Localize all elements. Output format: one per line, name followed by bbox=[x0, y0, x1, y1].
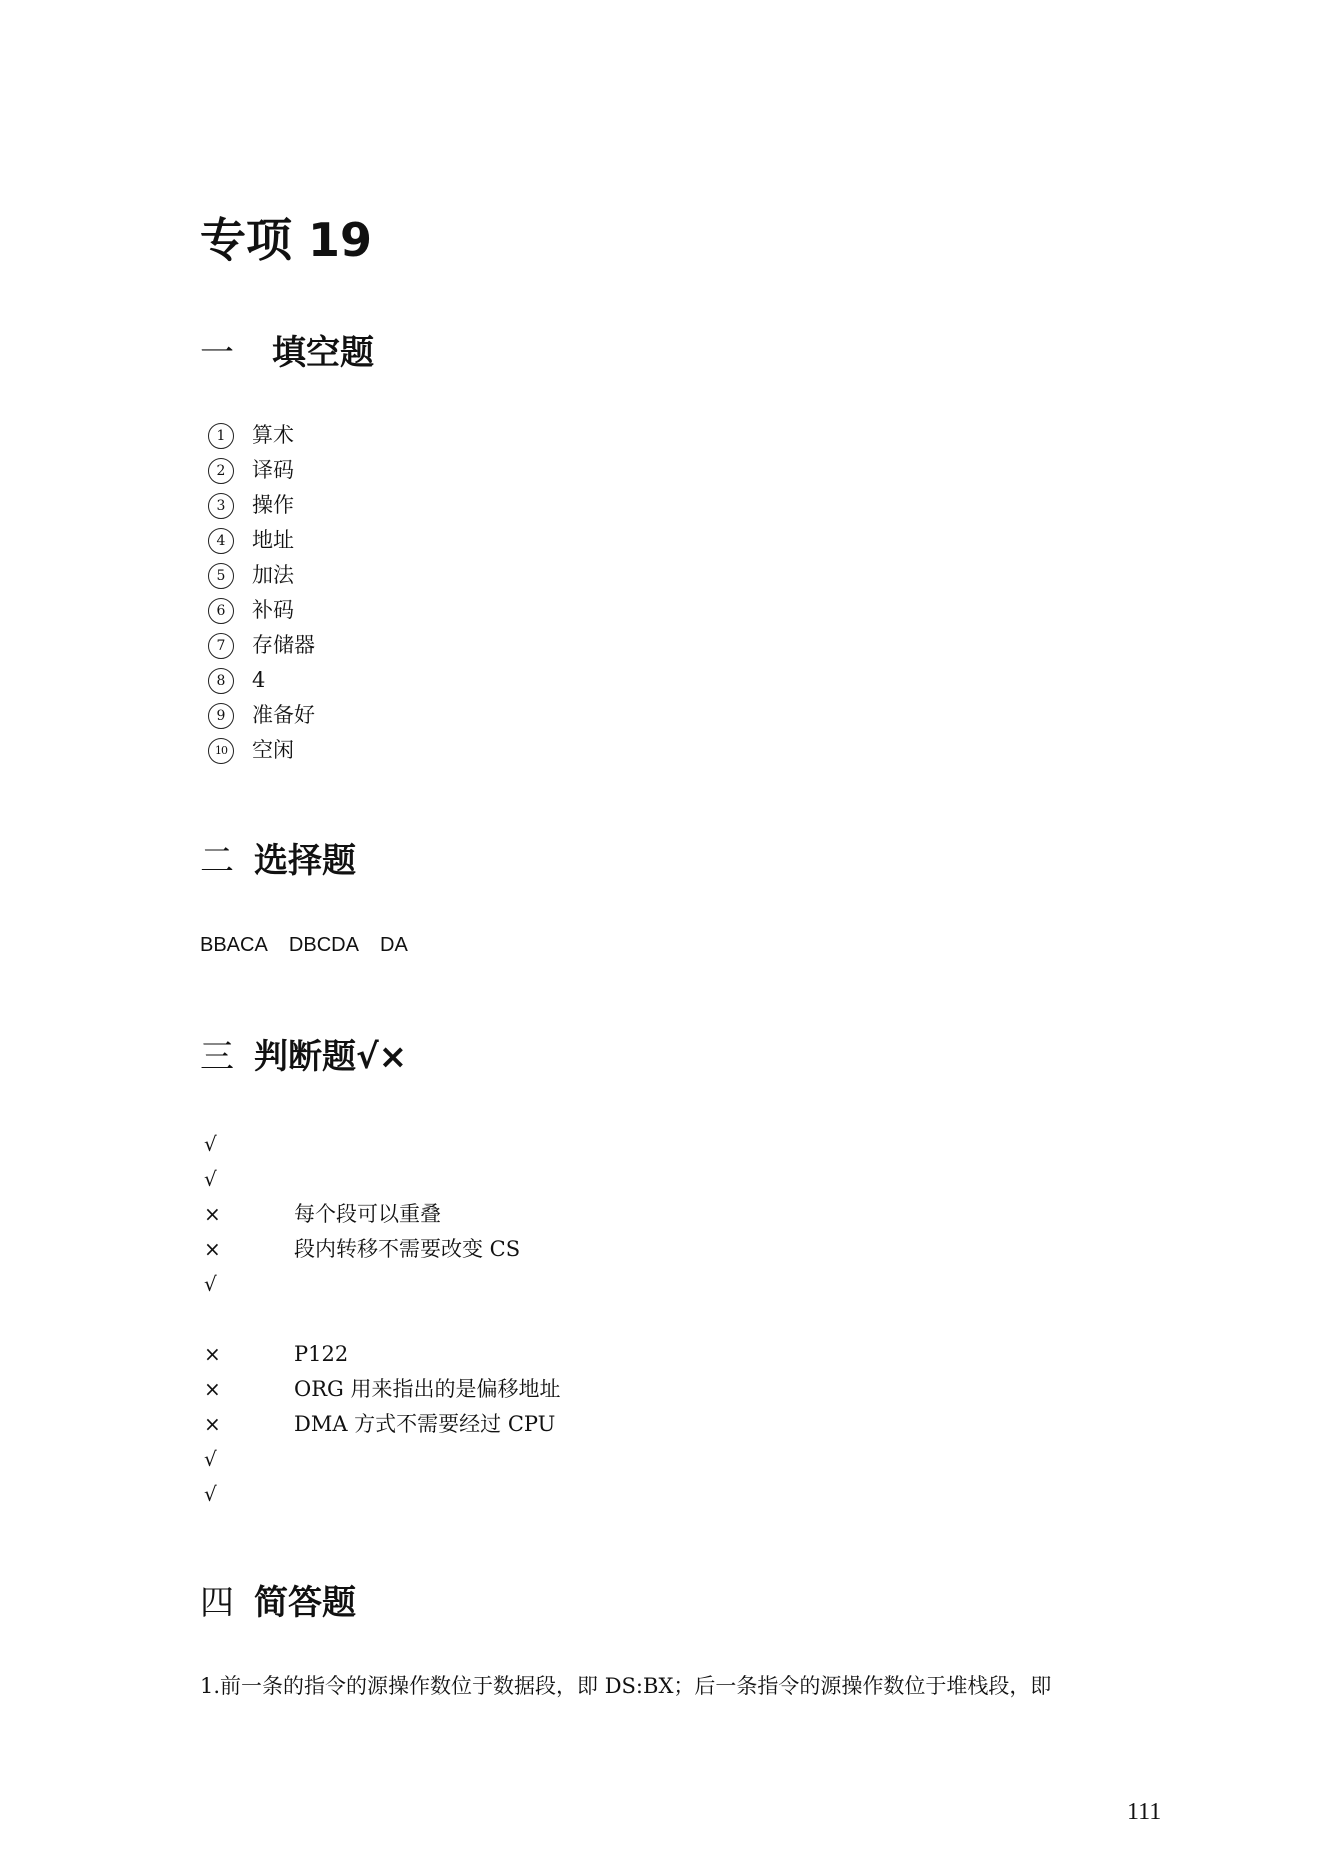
list-item bbox=[204, 1337, 560, 1372]
list-item bbox=[208, 593, 315, 628]
list-item bbox=[204, 1232, 560, 1267]
circled-number: 9 bbox=[208, 703, 234, 729]
list-item bbox=[208, 733, 315, 768]
list-item bbox=[208, 418, 315, 453]
judge-note: P122 bbox=[294, 1342, 349, 1366]
judge-note: ORG 用来指出的是偏移地址 bbox=[294, 1377, 561, 1401]
judge-mark: × bbox=[204, 1377, 221, 1401]
answer-text: 地址 bbox=[252, 528, 294, 552]
circled-number: 3 bbox=[208, 493, 234, 519]
judge-mark: √ bbox=[204, 1447, 217, 1471]
section-label: 填空题 bbox=[272, 333, 374, 373]
list-item bbox=[208, 628, 315, 663]
choice-answer-text: BBACA DBCDA DA bbox=[200, 934, 408, 956]
section-label: 选择题 bbox=[254, 841, 356, 881]
judge-mark: √ bbox=[204, 1132, 217, 1156]
list-item bbox=[208, 453, 315, 488]
judge-mark: × bbox=[204, 1412, 221, 1436]
list-item bbox=[204, 1372, 560, 1407]
answer-text: 加法 bbox=[252, 563, 294, 587]
circled-number: 4 bbox=[208, 528, 234, 554]
judge-answer-list bbox=[204, 1127, 560, 1512]
list-item bbox=[204, 1442, 560, 1477]
list-item bbox=[204, 1197, 560, 1232]
list-item bbox=[204, 1127, 560, 1162]
judge-note: DMA 方式不需要经过 CPU bbox=[294, 1412, 556, 1436]
circled-number: 7 bbox=[208, 633, 234, 659]
list-item bbox=[208, 663, 315, 698]
list-item bbox=[204, 1407, 560, 1442]
section-heading-choice bbox=[200, 838, 356, 884]
judge-mark: √ bbox=[204, 1167, 217, 1191]
answer-text: 存储器 bbox=[252, 633, 315, 657]
section-number: 三 bbox=[200, 1037, 234, 1077]
answer-text: 算术 bbox=[252, 423, 294, 447]
section-number: 四 bbox=[200, 1583, 234, 1623]
circled-number: 5 bbox=[208, 563, 234, 589]
answer-text: 准备好 bbox=[252, 703, 315, 727]
list-item bbox=[208, 488, 315, 523]
judge-mark: × bbox=[204, 1237, 221, 1261]
answer-text: 操作 bbox=[252, 493, 294, 517]
judge-mark: √ bbox=[204, 1482, 217, 1506]
circled-number: 10 bbox=[208, 738, 234, 764]
judge-mark: × bbox=[204, 1342, 221, 1366]
section-number: 一 bbox=[200, 333, 234, 373]
judge-mark: √ bbox=[204, 1272, 217, 1296]
answer-text: 译码 bbox=[252, 458, 294, 482]
section-label: 简答题 bbox=[254, 1583, 356, 1623]
fill-blank-answer-list bbox=[208, 418, 315, 768]
list-item bbox=[204, 1477, 560, 1512]
answer-text: 4 bbox=[252, 668, 266, 692]
circled-number: 8 bbox=[208, 668, 234, 694]
short-answer-text: 1.前一条的指令的源操作数位于数据段，即 DS:BX；后一条指令的源操作数位于堆栈段，即 bbox=[200, 1674, 1052, 1698]
judge-note: 段内转移不需要改变 CS bbox=[294, 1237, 521, 1261]
section-number: 二 bbox=[200, 841, 234, 881]
page-title: 专项 19 bbox=[200, 213, 373, 267]
answer-text: 补码 bbox=[252, 598, 294, 622]
section-heading-short-answer bbox=[200, 1580, 356, 1626]
list-item bbox=[208, 558, 315, 593]
section-heading-fill-blank bbox=[200, 330, 374, 376]
list-item bbox=[204, 1267, 560, 1302]
section-label: 判断题√× bbox=[254, 1037, 408, 1077]
list-item bbox=[204, 1162, 560, 1197]
list-item bbox=[208, 698, 315, 733]
circled-number: 1 bbox=[208, 423, 234, 449]
circled-number: 2 bbox=[208, 458, 234, 484]
section-heading-judge bbox=[200, 1034, 407, 1080]
list-item bbox=[208, 523, 315, 558]
judge-mark: × bbox=[204, 1202, 221, 1226]
circled-number: 6 bbox=[208, 598, 234, 624]
page-number: 111 bbox=[1127, 1799, 1162, 1825]
judge-note: 每个段可以重叠 bbox=[294, 1202, 441, 1226]
answer-text: 空闲 bbox=[252, 738, 294, 762]
